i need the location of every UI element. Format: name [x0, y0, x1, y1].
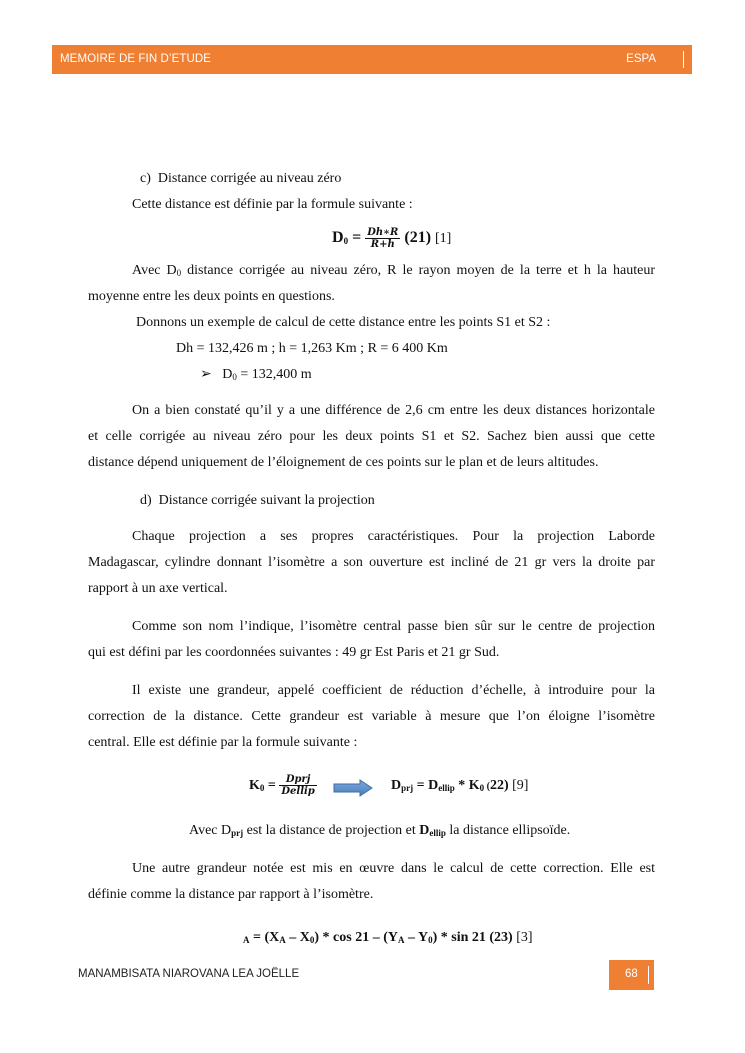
formula-21: $D_0$ = $\frac{Dh∗R}{R+h}$ (21) [1]	[332, 226, 452, 250]
para-constate-l1: On a bien constaté qu’il y a une différence de 2,6 cm entre les deux distances horizontale	[132, 403, 655, 418]
avec-dprj-line: Avec $D_{prj}$ est la distance de projection et $D_{ellip}$ la distance ellipsoïde.	[189, 823, 571, 838]
para-grandeur-l1: Il existe une grandeur, appelé coefficient de réduction d’échelle, à introduire pour la	[132, 683, 655, 698]
exemple-text: Donnons un exemple de calcul de cette distance entre les points S1 et S2 :	[136, 315, 551, 330]
formula-23: $_A = (X_A - X_0) * \cos 21 - (Y_A - Y_0) * \sin 21$ (23) [3]	[243, 930, 533, 945]
header-school: ESPA	[626, 53, 656, 65]
section-d-marker: d)	[140, 493, 152, 508]
page-number-box	[609, 960, 654, 990]
section-c-heading	[140, 170, 341, 188]
citation: [1]	[435, 231, 452, 246]
para-grandeur-l3: central. Elle est définie par la formule suivante :	[88, 735, 358, 750]
section-c-title: Distance corrigée au niveau zéro	[157, 171, 342, 186]
header-separator	[683, 51, 684, 68]
fraction-22: $\frac{\text{Dprj}}{\text{Dellip}}$	[281, 774, 315, 798]
fraction-21: $\frac{Dh∗R}{R+h}$	[367, 226, 399, 250]
para-constate-l3: distance dépend uniquement de l’éloignement de ces points sur le plan et de leurs altitudes.	[88, 455, 599, 470]
para-grandeur-l2: correction de la distance. Cette grandeur est variable à mesure que l’on éloigne l’isomètre	[88, 709, 655, 724]
formula-22-left: $K_0$ = $\frac{\text{Dprj}}{\text{Dellip}}$	[249, 774, 315, 798]
values-text: Dh = 132,426 m ; h = 1,263 Km ; R = 6 400 Km	[176, 341, 448, 356]
arrow-bullet-icon: ➢	[200, 367, 212, 382]
para-projection-l2: Madagascar, cylindre donnant l’isomètre a son ouverture est incliné de 21 gr vers la droite par	[88, 555, 655, 570]
para-autre-l2: définie comme la distance par rapport à l’isomètre.	[88, 887, 374, 902]
section-d-heading	[140, 492, 375, 510]
paragraph-avec-d0-line2: moyenne entre les deux points en questions.	[88, 289, 335, 304]
para-isometre-l1: Comme son nom l’indique, l’isomètre central passe bien sûr sur le centre de projection	[132, 619, 655, 634]
intro-c: Cette distance est définie par la formule suivante :	[132, 197, 413, 212]
paragraph-avec-d0-line1: Avec $D_0$ distance corrigée au niveau zéro, R le rayon moyen de la terre et h la hauteur	[132, 263, 655, 278]
para-autre-l1: Une autre grandeur notée est mis en œuvre dans le calcul de cette correction. Elle est	[132, 861, 655, 876]
page-separator	[648, 966, 649, 984]
page-header	[52, 45, 692, 74]
page-number: 68	[625, 968, 638, 980]
header-title: MEMOIRE DE FIN D’ETUDE	[60, 53, 212, 65]
footer-author: MANAMBISATA NIAROVANA LEA JOËLLE	[78, 968, 300, 980]
right-arrow-icon	[333, 779, 373, 797]
section-c-marker: c)	[140, 171, 151, 186]
para-isometre-l2: qui est défini par les coordonnées suivantes : 49 gr Est Paris et 21 gr Sud.	[88, 645, 500, 660]
formula-22-right: $D_{prj} = D_{ellip} * K_0$ (22) [9]	[391, 778, 529, 793]
para-projection-l1: Chaque projection a ses propres caractéristiques. Pour la projection Laborde	[132, 529, 655, 544]
section-d-title: Distance corrigée suivant la projection	[158, 493, 375, 508]
result-line: ➢ $D_0 = 132,400$ m	[200, 367, 312, 382]
para-projection-l3: rapport à un axe vertical.	[88, 581, 228, 596]
para-constate-l2: et celle corrigée au niveau zéro pour les deux points S1 et S2. Sachez bien aussi que cette	[88, 429, 655, 444]
